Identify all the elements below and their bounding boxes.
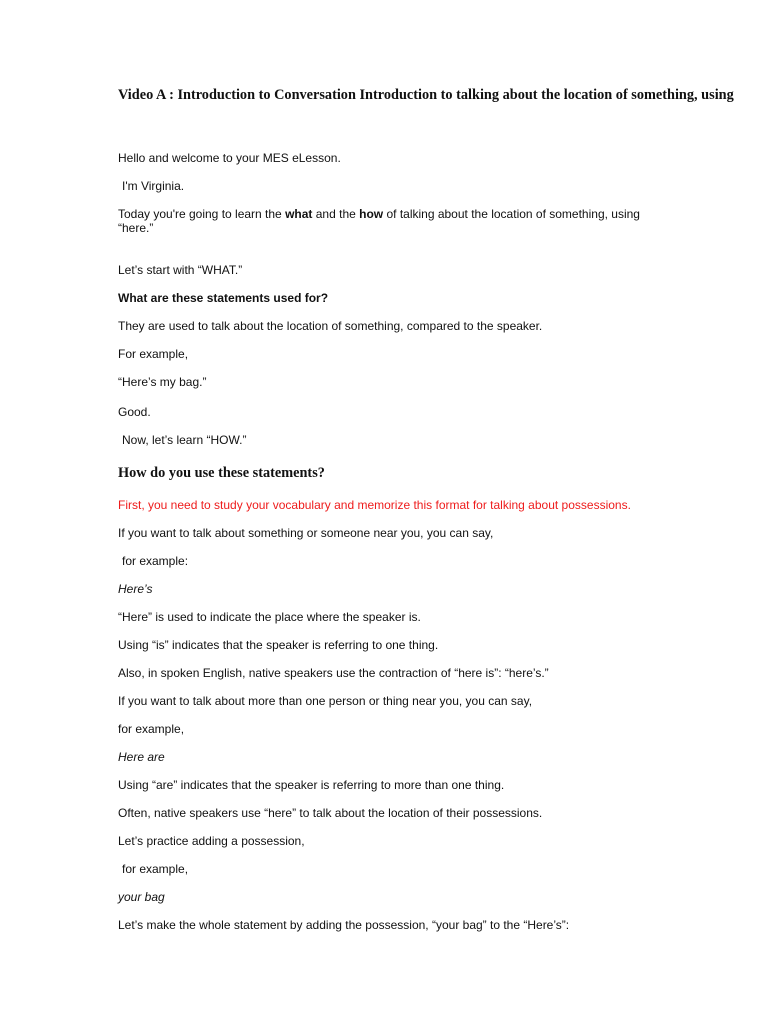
intro-name: I'm Virginia.	[122, 179, 185, 193]
intro-topic-text-a: Today you're going to learn the	[118, 207, 286, 221]
what-transition: Now, let’s learn “HOW.”	[122, 433, 247, 447]
how-p9: Often, native speakers use “here” to talk about the location of their possessions.	[118, 806, 543, 820]
how-p2: for example:	[122, 554, 189, 568]
how-p7: for example,	[118, 722, 185, 736]
how-heading: How do you use these statements?	[118, 465, 325, 481]
how-p3: “Here” is used to indicate the place where the speaker is.	[118, 610, 421, 624]
intro-topic-text-b: and the	[312, 207, 360, 221]
how-red-note: First, you need to study your vocabulary and memorize this format for talking about possessions.	[118, 498, 631, 512]
how-p1: If you want to talk about something or someone near you, you can say,	[118, 526, 494, 540]
intro-greeting: Hello and welcome to your MES eLesson.	[118, 151, 341, 165]
what-good: Good.	[118, 405, 151, 419]
how-p4: Using “is” indicates that the speaker is referring to one thing.	[118, 638, 439, 652]
what-example: “Here’s my bag.”	[118, 375, 207, 389]
how-example-your-bag: your bag	[118, 890, 165, 904]
intro-topic-text-c: of talking about the location of something, using	[383, 207, 640, 221]
intro-topic-line	[118, 207, 640, 221]
how-p12: Let’s make the whole statement by adding the possession, “your bag” to the “Here’s”:	[118, 918, 570, 932]
intro-topic-how: how	[359, 207, 384, 221]
how-example-heres: Here’s	[118, 582, 153, 596]
what-example-label: For example,	[118, 347, 189, 361]
how-p6: If you want to talk about more than one person or thing near you, you can say,	[118, 694, 533, 708]
how-example-here-are: Here are	[118, 750, 165, 764]
document-title: Video A : Introduction to Conversation Introduction to talking about the location of something, using	[118, 87, 734, 103]
how-p11: for example,	[122, 862, 189, 876]
how-p5: Also, in spoken English, native speakers use the contraction of “here is”: “here’s.”	[118, 666, 549, 680]
what-intro: Let’s start with “WHAT.”	[118, 263, 243, 277]
what-question: What are these statements used for?	[118, 291, 329, 305]
intro-topic-what: what	[285, 207, 313, 221]
intro-topic-line-2: “here.”	[118, 221, 154, 235]
what-answer: They are used to talk about the location of something, compared to the speaker.	[118, 319, 543, 333]
how-p10: Let’s practice adding a possession,	[118, 834, 305, 848]
how-p8: Using “are” indicates that the speaker is referring to more than one thing.	[118, 778, 505, 792]
